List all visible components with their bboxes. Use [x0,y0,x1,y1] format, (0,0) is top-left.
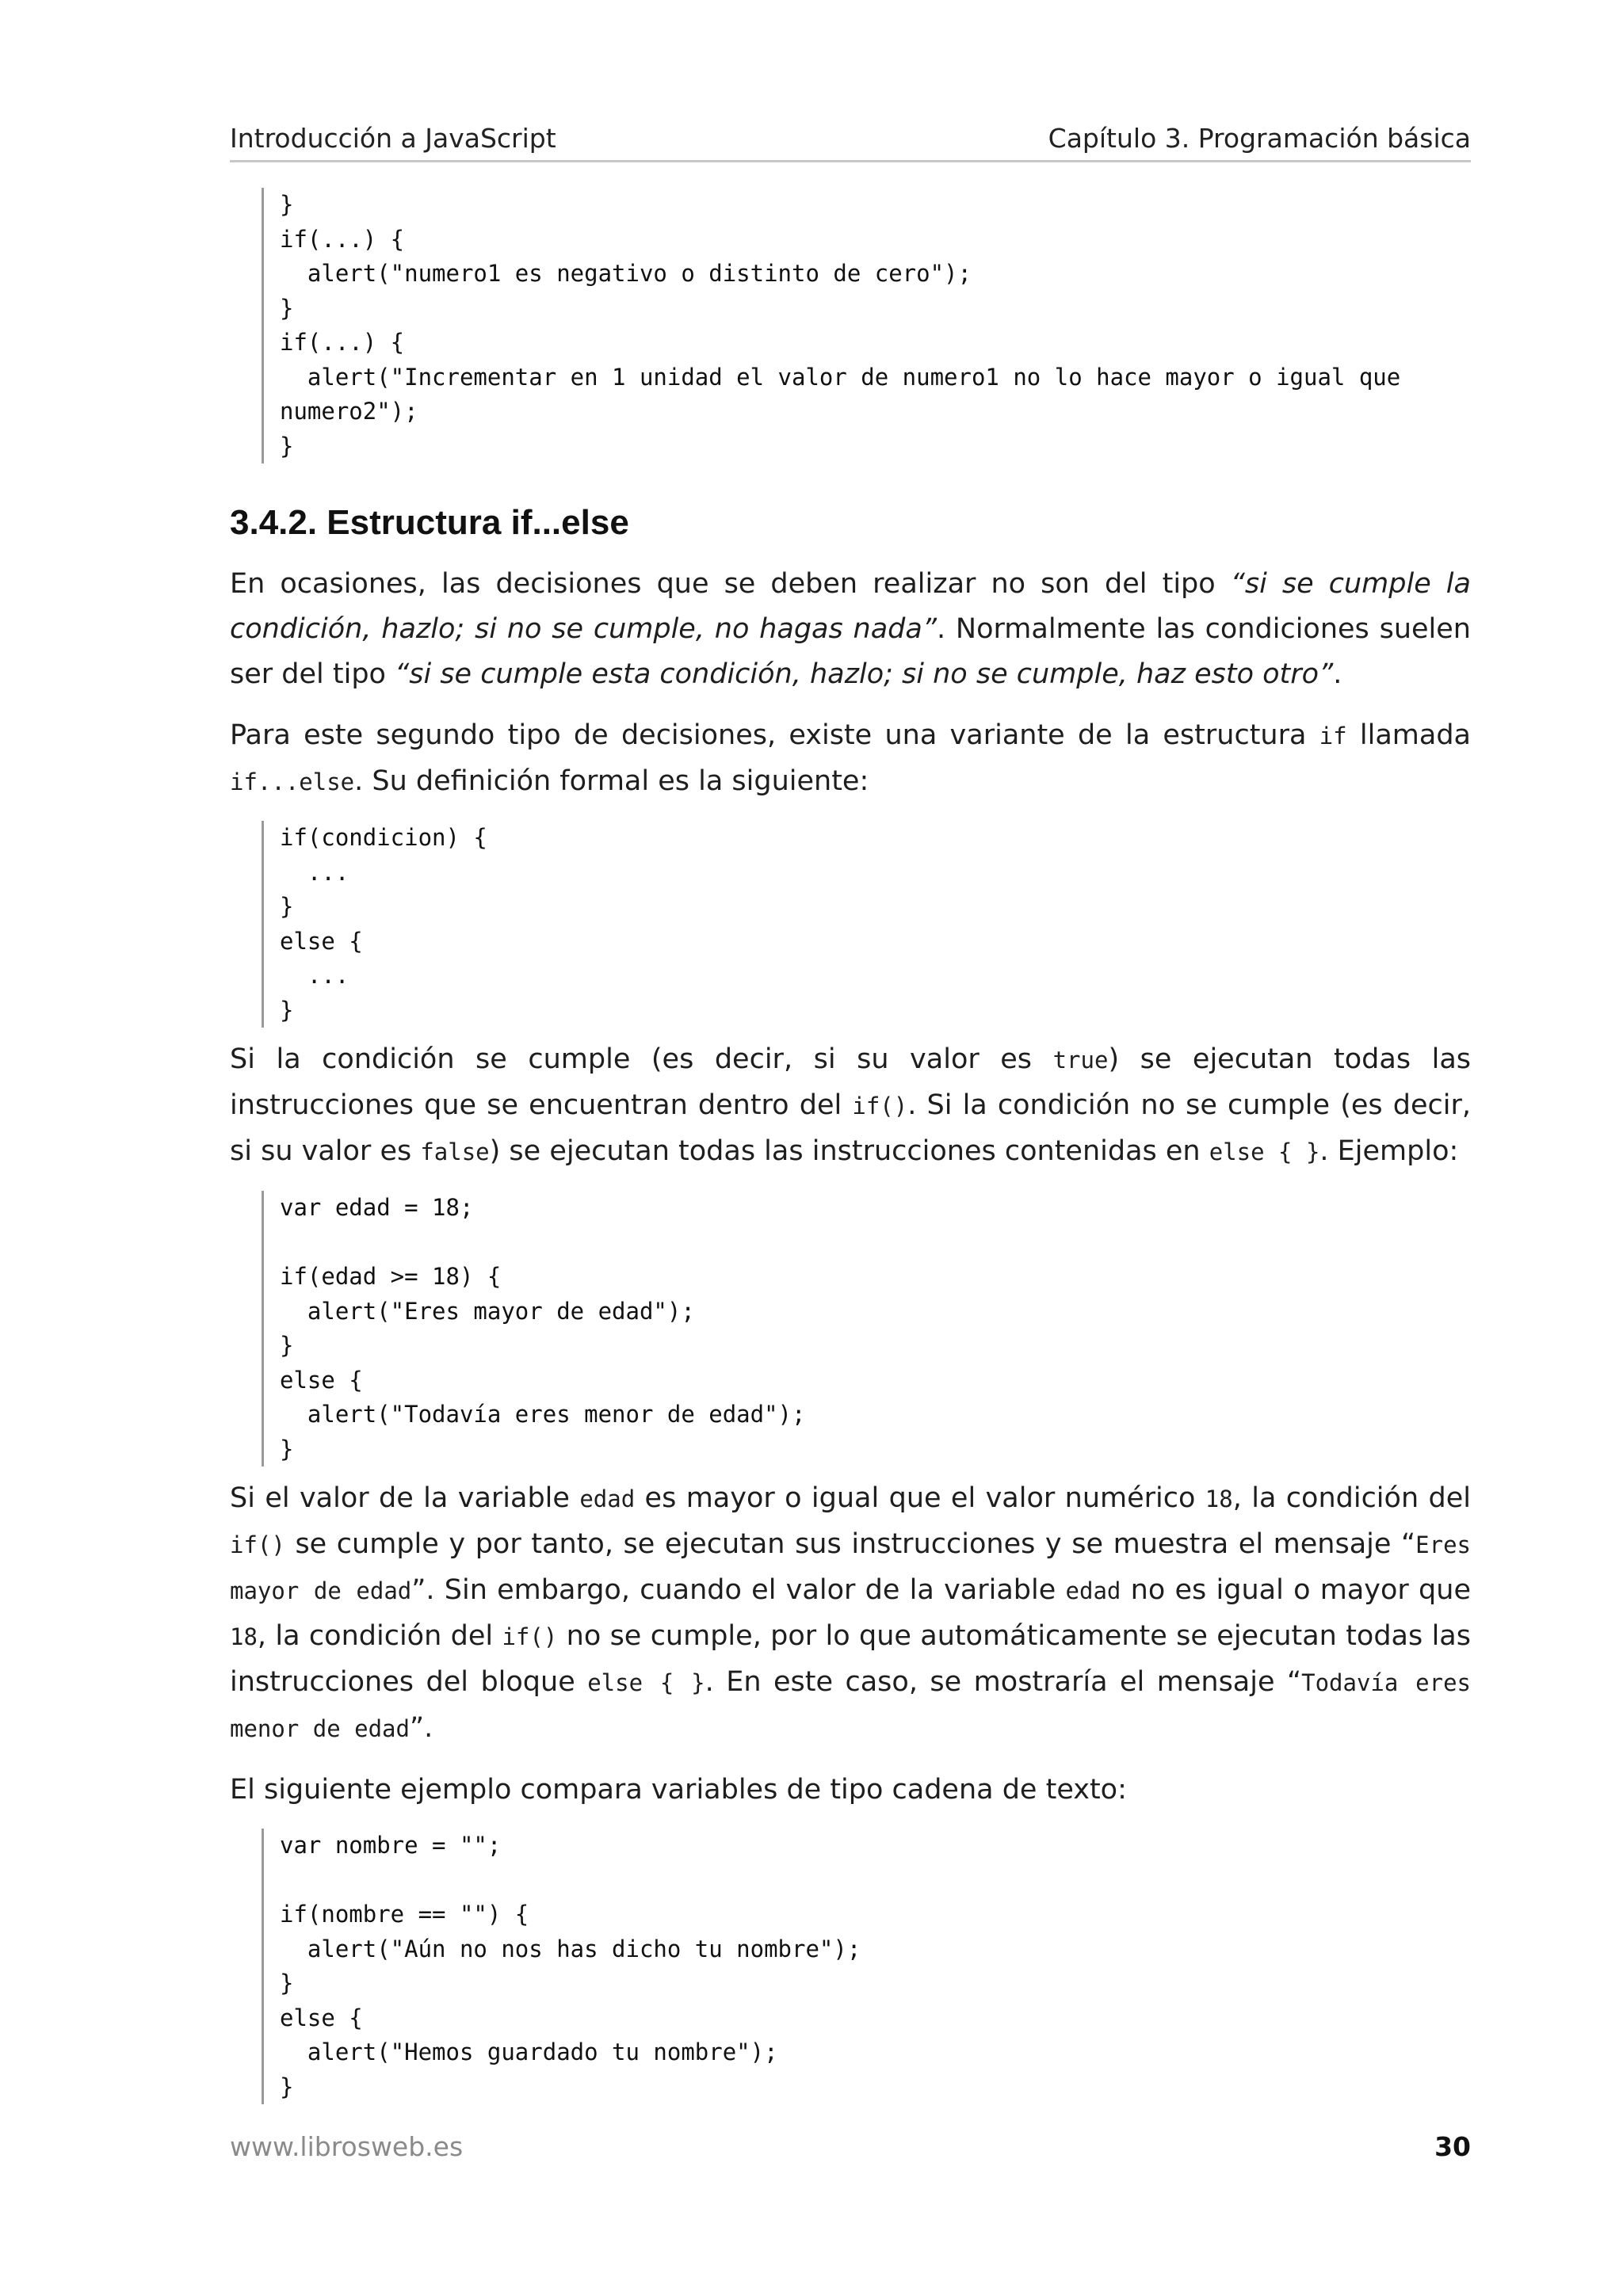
paragraph-2: Para este segundo tipo de decisiones, existe una variante de la estructura if llamada if...else. Su definición formal es la siguiente: [230,719,1471,797]
page-footer [230,2131,1471,2162]
paragraph-4: Si el valor de la variable edad es mayor o igual que el valor numérico 18, la condición del if() se cumple y por tanto, se ejecutan sus instrucciones y se muestra el mensaje “Eres mayor de edad”. Sin embargo, cuando el valor de la variable edad no es igual o mayor que 18, la condición del if() no se cumple, por lo que automáticamente se ejecutan todas las instrucciones del bloque else { }. En este caso, se mostraría el mensaje “Todavía eres menor de edad”. [230,1482,1471,1744]
paragraph-5: El siguiente ejemplo compara variables de tipo cadena de texto: [230,1774,1127,1806]
footer-website-link[interactable]: www.librosweb.es [230,2131,464,2162]
running-header [230,119,1471,162]
paragraph-1: En ocasiones, las decisiones que se deben realizar no son del tipo “si se cumple la condición, hazlo; si no se cumple, no hagas nada”. Normalmente las condiciones suelen ser del tipo “si se cumple esta condición, hazlo; si no se cumple, haz esto otro”. [230,568,1471,690]
page-number: 30 [1434,2131,1471,2162]
document-page [230,0,1471,2296]
paragraph-3: Si la condición se cumple (es decir, si su valor es true) se ejecutan todas las instrucciones que se encuentran dentro del if(). Si la condición no se cumple (es decir, si su valor es false) se ejecutan todas las instrucciones contenidas en else { }. Ejemplo: [230,1043,1472,1167]
header-book-title: Introducción a JavaScript [230,122,556,154]
code-block-2: if(condicion) { ... } else { ... } [262,821,1471,1028]
code-block-3: var edad = 18; if(edad >= 18) { alert("Eres mayor de edad"); } else { alert("Todavía eres menor de edad"); } [262,1191,1471,1466]
page-content [230,178,1471,2114]
code-block-1: } if(...) { alert("numero1 es negativo o distinto de cero"); } if(...) { alert("Incrementar en 1 unidad el valor de numero1 no lo hace mayor o igual que numero2"); } [262,188,1471,463]
header-chapter-title: Capítulo 3. Programación básica [1048,122,1471,154]
section-heading: 3.4.2. Estructura if...else [230,503,629,542]
code-block-4: var nombre = ""; if(nombre == "") { alert("Aún no nos has dicho tu nombre"); } else { alert("Hemos guardado tu nombre"); } [262,1829,1471,2104]
